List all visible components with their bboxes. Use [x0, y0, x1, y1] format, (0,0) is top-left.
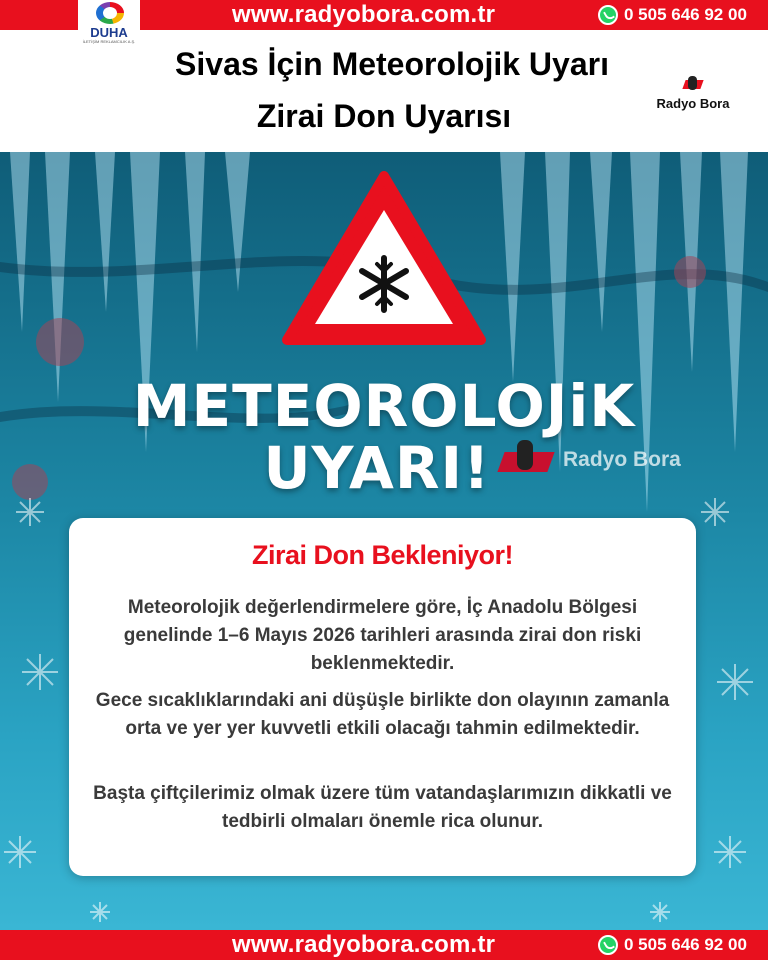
website-link[interactable]: www.radyobora.com.tr	[232, 1, 496, 28]
microphone-icon	[680, 74, 706, 94]
footer-website-link[interactable]: www.radyobora.com.tr	[232, 931, 496, 958]
warning-poster	[0, 152, 768, 930]
page-subtitle: Zirai Don Uyarısı	[256, 98, 512, 134]
whatsapp-icon	[598, 935, 618, 955]
whatsapp-icon	[598, 5, 618, 25]
snowflake-warning-triangle-icon	[281, 170, 487, 350]
bottom-bar	[0, 930, 768, 960]
card-heading: Zirai Don Bekleniyor!	[251, 540, 514, 570]
radyo-bora-watermark	[497, 438, 681, 482]
watermark-text: Radyo Bora	[563, 448, 681, 471]
info-card	[69, 518, 696, 876]
duha-logo-ring-icon	[96, 2, 124, 24]
card-paragraph-2: Gece sıcaklıklarındaki ani düşüşle birlikte don olayının zamanla orta ve yer yer kuvvetli etkili olacağı tahmin edilmektedir.	[95, 690, 670, 739]
footer-phone-contact[interactable]	[598, 935, 747, 955]
radyo-bora-badge-icon	[497, 438, 555, 482]
brand-name: Radyo Bora	[656, 96, 730, 111]
footer-phone-number: 0 505 646 92 00	[624, 935, 747, 954]
poster-heading-line2: UYARI!	[263, 434, 491, 502]
duha-logo	[78, 0, 140, 48]
phone-contact[interactable]	[598, 5, 747, 25]
page-title: Sivas İçin Meteorolojik Uyarı	[175, 46, 609, 82]
card-paragraph-3: Başta çiftçilerimiz olmak üzere tüm vatandaşlarımızın dikkatli ve tedbirli olmaları önemle rica olunur.	[93, 783, 672, 832]
logo-subtitle: İLETİŞİM REKLAMCILIK A.Ş.	[82, 39, 136, 44]
phone-number: 0 505 646 92 00	[624, 5, 747, 24]
card-paragraph-1: Meteorolojik değerlendirmelere göre, İç Anadolu Bölgesi genelinde 1–6 Mayıs 2026 tarihleri arasında zirai don riski beklenmektedir.	[123, 597, 642, 674]
radyo-bora-brand	[653, 74, 733, 111]
logo-name: DUHA	[90, 25, 128, 40]
poster-heading-line1: METEOROLOJiK	[132, 372, 636, 440]
